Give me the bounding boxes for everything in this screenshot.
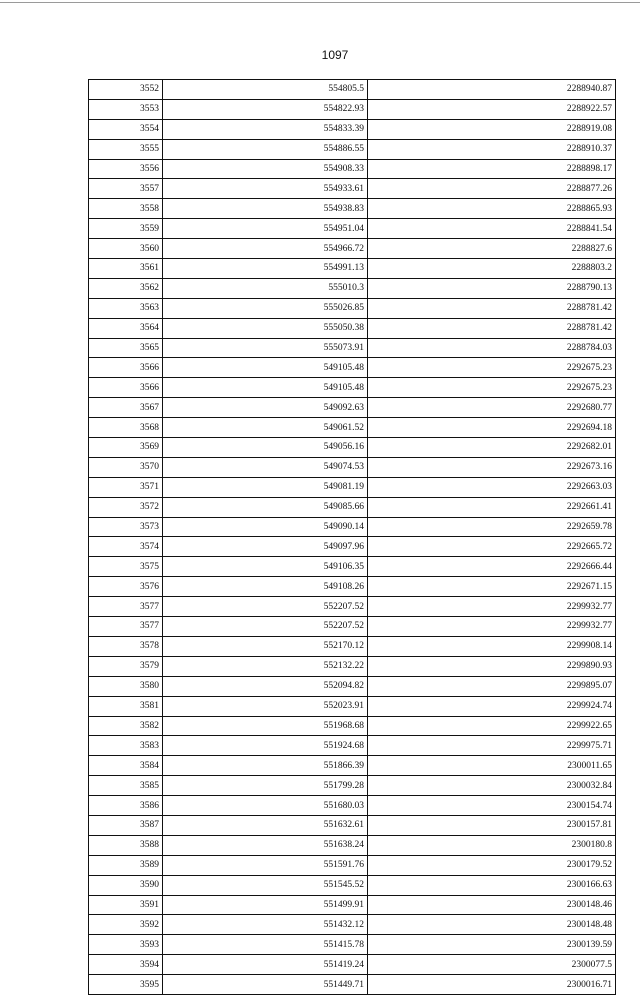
y-coordinate-cell: 2288919.08 — [368, 119, 616, 139]
y-coordinate-cell: 2300180.8 — [368, 835, 616, 855]
table-row — [89, 99, 616, 119]
x-coordinate-cell: 551638.24 — [163, 835, 368, 855]
table-row — [89, 796, 616, 816]
y-coordinate-cell: 2300166.63 — [368, 875, 616, 895]
table-row — [89, 815, 616, 835]
x-coordinate-cell: 551545.52 — [163, 875, 368, 895]
x-coordinate-cell: 551432.12 — [163, 915, 368, 935]
table-row — [89, 119, 616, 139]
y-coordinate-cell: 2300032.84 — [368, 776, 616, 796]
table-row — [89, 398, 616, 418]
x-coordinate-cell: 554933.61 — [163, 179, 368, 199]
y-coordinate-cell: 2300154.74 — [368, 796, 616, 816]
table-row — [89, 179, 616, 199]
table-row — [89, 80, 616, 100]
point-id-cell: 3584 — [89, 756, 163, 776]
point-id-cell: 3560 — [89, 239, 163, 259]
point-id-cell: 3552 — [89, 80, 163, 100]
y-coordinate-cell: 2299975.71 — [368, 736, 616, 756]
point-id-cell: 3572 — [89, 497, 163, 517]
point-id-cell: 3595 — [89, 975, 163, 995]
table-row — [89, 537, 616, 557]
table-row — [89, 497, 616, 517]
y-coordinate-cell: 2292671.15 — [368, 577, 616, 597]
point-id-cell: 3577 — [89, 617, 163, 637]
point-id-cell: 3568 — [89, 418, 163, 438]
table-row — [89, 338, 616, 358]
x-coordinate-cell: 554833.39 — [163, 119, 368, 139]
point-id-cell: 3555 — [89, 139, 163, 159]
point-id-cell: 3561 — [89, 259, 163, 279]
y-coordinate-cell: 2292675.23 — [368, 378, 616, 398]
table-row — [89, 776, 616, 796]
table-row — [89, 676, 616, 696]
x-coordinate-cell: 554991.13 — [163, 259, 368, 279]
x-coordinate-cell: 554886.55 — [163, 139, 368, 159]
table-row — [89, 617, 616, 637]
table-row — [89, 418, 616, 438]
y-coordinate-cell: 2288781.42 — [368, 318, 616, 338]
x-coordinate-cell: 554938.83 — [163, 199, 368, 219]
table-row — [89, 457, 616, 477]
y-coordinate-cell: 2292659.78 — [368, 517, 616, 537]
y-coordinate-cell: 2288827.6 — [368, 239, 616, 259]
point-id-cell: 3562 — [89, 278, 163, 298]
point-id-cell: 3569 — [89, 438, 163, 458]
y-coordinate-cell: 2288922.57 — [368, 99, 616, 119]
table-row — [89, 736, 616, 756]
coordinates-table — [88, 79, 616, 995]
y-coordinate-cell: 2299924.74 — [368, 696, 616, 716]
x-coordinate-cell: 549106.35 — [163, 557, 368, 577]
table-row — [89, 298, 616, 318]
point-id-cell: 3590 — [89, 875, 163, 895]
table-row — [89, 597, 616, 617]
x-coordinate-cell: 554966.72 — [163, 239, 368, 259]
point-id-cell: 3586 — [89, 796, 163, 816]
x-coordinate-cell: 549056.16 — [163, 438, 368, 458]
top-rule — [0, 2, 640, 3]
point-id-cell: 3574 — [89, 537, 163, 557]
point-id-cell: 3573 — [89, 517, 163, 537]
point-id-cell: 3564 — [89, 318, 163, 338]
x-coordinate-cell: 549097.96 — [163, 537, 368, 557]
y-coordinate-cell: 2292694.18 — [368, 418, 616, 438]
y-coordinate-cell: 2292680.77 — [368, 398, 616, 418]
x-coordinate-cell: 551632.61 — [163, 815, 368, 835]
y-coordinate-cell: 2292682.01 — [368, 438, 616, 458]
x-coordinate-cell: 555073.91 — [163, 338, 368, 358]
point-id-cell: 3589 — [89, 855, 163, 875]
x-coordinate-cell: 549108.26 — [163, 577, 368, 597]
point-id-cell: 3591 — [89, 895, 163, 915]
x-coordinate-cell: 549105.48 — [163, 378, 368, 398]
point-id-cell: 3588 — [89, 835, 163, 855]
point-id-cell: 3579 — [89, 656, 163, 676]
table-row — [89, 259, 616, 279]
table-row — [89, 716, 616, 736]
y-coordinate-cell: 2300148.48 — [368, 915, 616, 935]
table-row — [89, 438, 616, 458]
x-coordinate-cell: 555010.3 — [163, 278, 368, 298]
table-row — [89, 577, 616, 597]
point-id-cell: 3587 — [89, 815, 163, 835]
table-row — [89, 696, 616, 716]
table-row — [89, 835, 616, 855]
x-coordinate-cell: 549105.48 — [163, 358, 368, 378]
page-number: 1097 — [321, 48, 349, 62]
x-coordinate-cell: 551924.68 — [163, 736, 368, 756]
table-row — [89, 975, 616, 995]
point-id-cell: 3583 — [89, 736, 163, 756]
x-coordinate-cell: 555050.38 — [163, 318, 368, 338]
table-row — [89, 636, 616, 656]
y-coordinate-cell: 2299932.77 — [368, 617, 616, 637]
point-id-cell: 3593 — [89, 935, 163, 955]
x-coordinate-cell: 549074.53 — [163, 457, 368, 477]
table-row — [89, 517, 616, 537]
table-row — [89, 935, 616, 955]
table-row — [89, 756, 616, 776]
x-coordinate-cell: 554805.5 — [163, 80, 368, 100]
y-coordinate-cell: 2299922.65 — [368, 716, 616, 736]
x-coordinate-cell: 552207.52 — [163, 617, 368, 637]
y-coordinate-cell: 2300157.81 — [368, 815, 616, 835]
point-id-cell: 3577 — [89, 597, 163, 617]
x-coordinate-cell: 549092.63 — [163, 398, 368, 418]
point-id-cell: 3557 — [89, 179, 163, 199]
x-coordinate-cell: 554822.93 — [163, 99, 368, 119]
x-coordinate-cell: 551968.68 — [163, 716, 368, 736]
table-row — [89, 955, 616, 975]
table-row — [89, 875, 616, 895]
y-coordinate-cell: 2300016.71 — [368, 975, 616, 995]
y-coordinate-cell: 2288781.42 — [368, 298, 616, 318]
y-coordinate-cell: 2288910.37 — [368, 139, 616, 159]
table-row — [89, 318, 616, 338]
point-id-cell: 3566 — [89, 378, 163, 398]
x-coordinate-cell: 551419.24 — [163, 955, 368, 975]
point-id-cell: 3556 — [89, 159, 163, 179]
x-coordinate-cell: 552170.12 — [163, 636, 368, 656]
x-coordinate-cell: 549090.14 — [163, 517, 368, 537]
y-coordinate-cell: 2299932.77 — [368, 597, 616, 617]
y-coordinate-cell: 2288841.54 — [368, 219, 616, 239]
x-coordinate-cell: 552023.91 — [163, 696, 368, 716]
y-coordinate-cell: 2292666.44 — [368, 557, 616, 577]
table-row — [89, 278, 616, 298]
x-coordinate-cell: 551799.28 — [163, 776, 368, 796]
y-coordinate-cell: 2288790.13 — [368, 278, 616, 298]
x-coordinate-cell: 549061.52 — [163, 418, 368, 438]
y-coordinate-cell: 2292665.72 — [368, 537, 616, 557]
y-coordinate-cell: 2288803.2 — [368, 259, 616, 279]
x-coordinate-cell: 549085.66 — [163, 497, 368, 517]
x-coordinate-cell: 549081.19 — [163, 477, 368, 497]
point-id-cell: 3559 — [89, 219, 163, 239]
y-coordinate-cell: 2288940.87 — [368, 80, 616, 100]
x-coordinate-cell: 554951.04 — [163, 219, 368, 239]
y-coordinate-cell: 2292663.03 — [368, 477, 616, 497]
y-coordinate-cell: 2299890.93 — [368, 656, 616, 676]
x-coordinate-cell: 552207.52 — [163, 597, 368, 617]
y-coordinate-cell: 2288865.93 — [368, 199, 616, 219]
table-row — [89, 855, 616, 875]
table-row — [89, 656, 616, 676]
point-id-cell: 3553 — [89, 99, 163, 119]
point-id-cell: 3570 — [89, 457, 163, 477]
y-coordinate-cell: 2292675.23 — [368, 358, 616, 378]
y-coordinate-cell: 2300179.52 — [368, 855, 616, 875]
point-id-cell: 3580 — [89, 676, 163, 696]
x-coordinate-cell: 551866.39 — [163, 756, 368, 776]
x-coordinate-cell: 554908.33 — [163, 159, 368, 179]
point-id-cell: 3563 — [89, 298, 163, 318]
x-coordinate-cell: 551499.91 — [163, 895, 368, 915]
x-coordinate-cell: 555026.85 — [163, 298, 368, 318]
point-id-cell: 3592 — [89, 915, 163, 935]
y-coordinate-cell: 2300139.59 — [368, 935, 616, 955]
point-id-cell: 3594 — [89, 955, 163, 975]
coordinates-table-body — [89, 80, 616, 995]
y-coordinate-cell: 2300148.46 — [368, 895, 616, 915]
y-coordinate-cell: 2299895.07 — [368, 676, 616, 696]
table-row — [89, 219, 616, 239]
table-row — [89, 378, 616, 398]
table-row — [89, 239, 616, 259]
point-id-cell: 3581 — [89, 696, 163, 716]
table-row — [89, 159, 616, 179]
x-coordinate-cell: 551449.71 — [163, 975, 368, 995]
y-coordinate-cell: 2300011.65 — [368, 756, 616, 776]
x-coordinate-cell: 551415.78 — [163, 935, 368, 955]
y-coordinate-cell: 2292673.16 — [368, 457, 616, 477]
table-row — [89, 557, 616, 577]
x-coordinate-cell: 552132.22 — [163, 656, 368, 676]
y-coordinate-cell: 2300077.5 — [368, 955, 616, 975]
table-row — [89, 477, 616, 497]
table-row — [89, 358, 616, 378]
point-id-cell: 3578 — [89, 636, 163, 656]
point-id-cell: 3565 — [89, 338, 163, 358]
table-row — [89, 139, 616, 159]
table-row — [89, 199, 616, 219]
y-coordinate-cell: 2288898.17 — [368, 159, 616, 179]
point-id-cell: 3582 — [89, 716, 163, 736]
x-coordinate-cell: 551680.03 — [163, 796, 368, 816]
x-coordinate-cell: 551591.76 — [163, 855, 368, 875]
point-id-cell: 3558 — [89, 199, 163, 219]
point-id-cell: 3566 — [89, 358, 163, 378]
point-id-cell: 3554 — [89, 119, 163, 139]
y-coordinate-cell: 2288877.26 — [368, 179, 616, 199]
y-coordinate-cell: 2292661.41 — [368, 497, 616, 517]
point-id-cell: 3585 — [89, 776, 163, 796]
point-id-cell: 3571 — [89, 477, 163, 497]
point-id-cell: 3575 — [89, 557, 163, 577]
point-id-cell: 3576 — [89, 577, 163, 597]
table-row — [89, 915, 616, 935]
y-coordinate-cell: 2299908.14 — [368, 636, 616, 656]
y-coordinate-cell: 2288784.03 — [368, 338, 616, 358]
x-coordinate-cell: 552094.82 — [163, 676, 368, 696]
point-id-cell: 3567 — [89, 398, 163, 418]
